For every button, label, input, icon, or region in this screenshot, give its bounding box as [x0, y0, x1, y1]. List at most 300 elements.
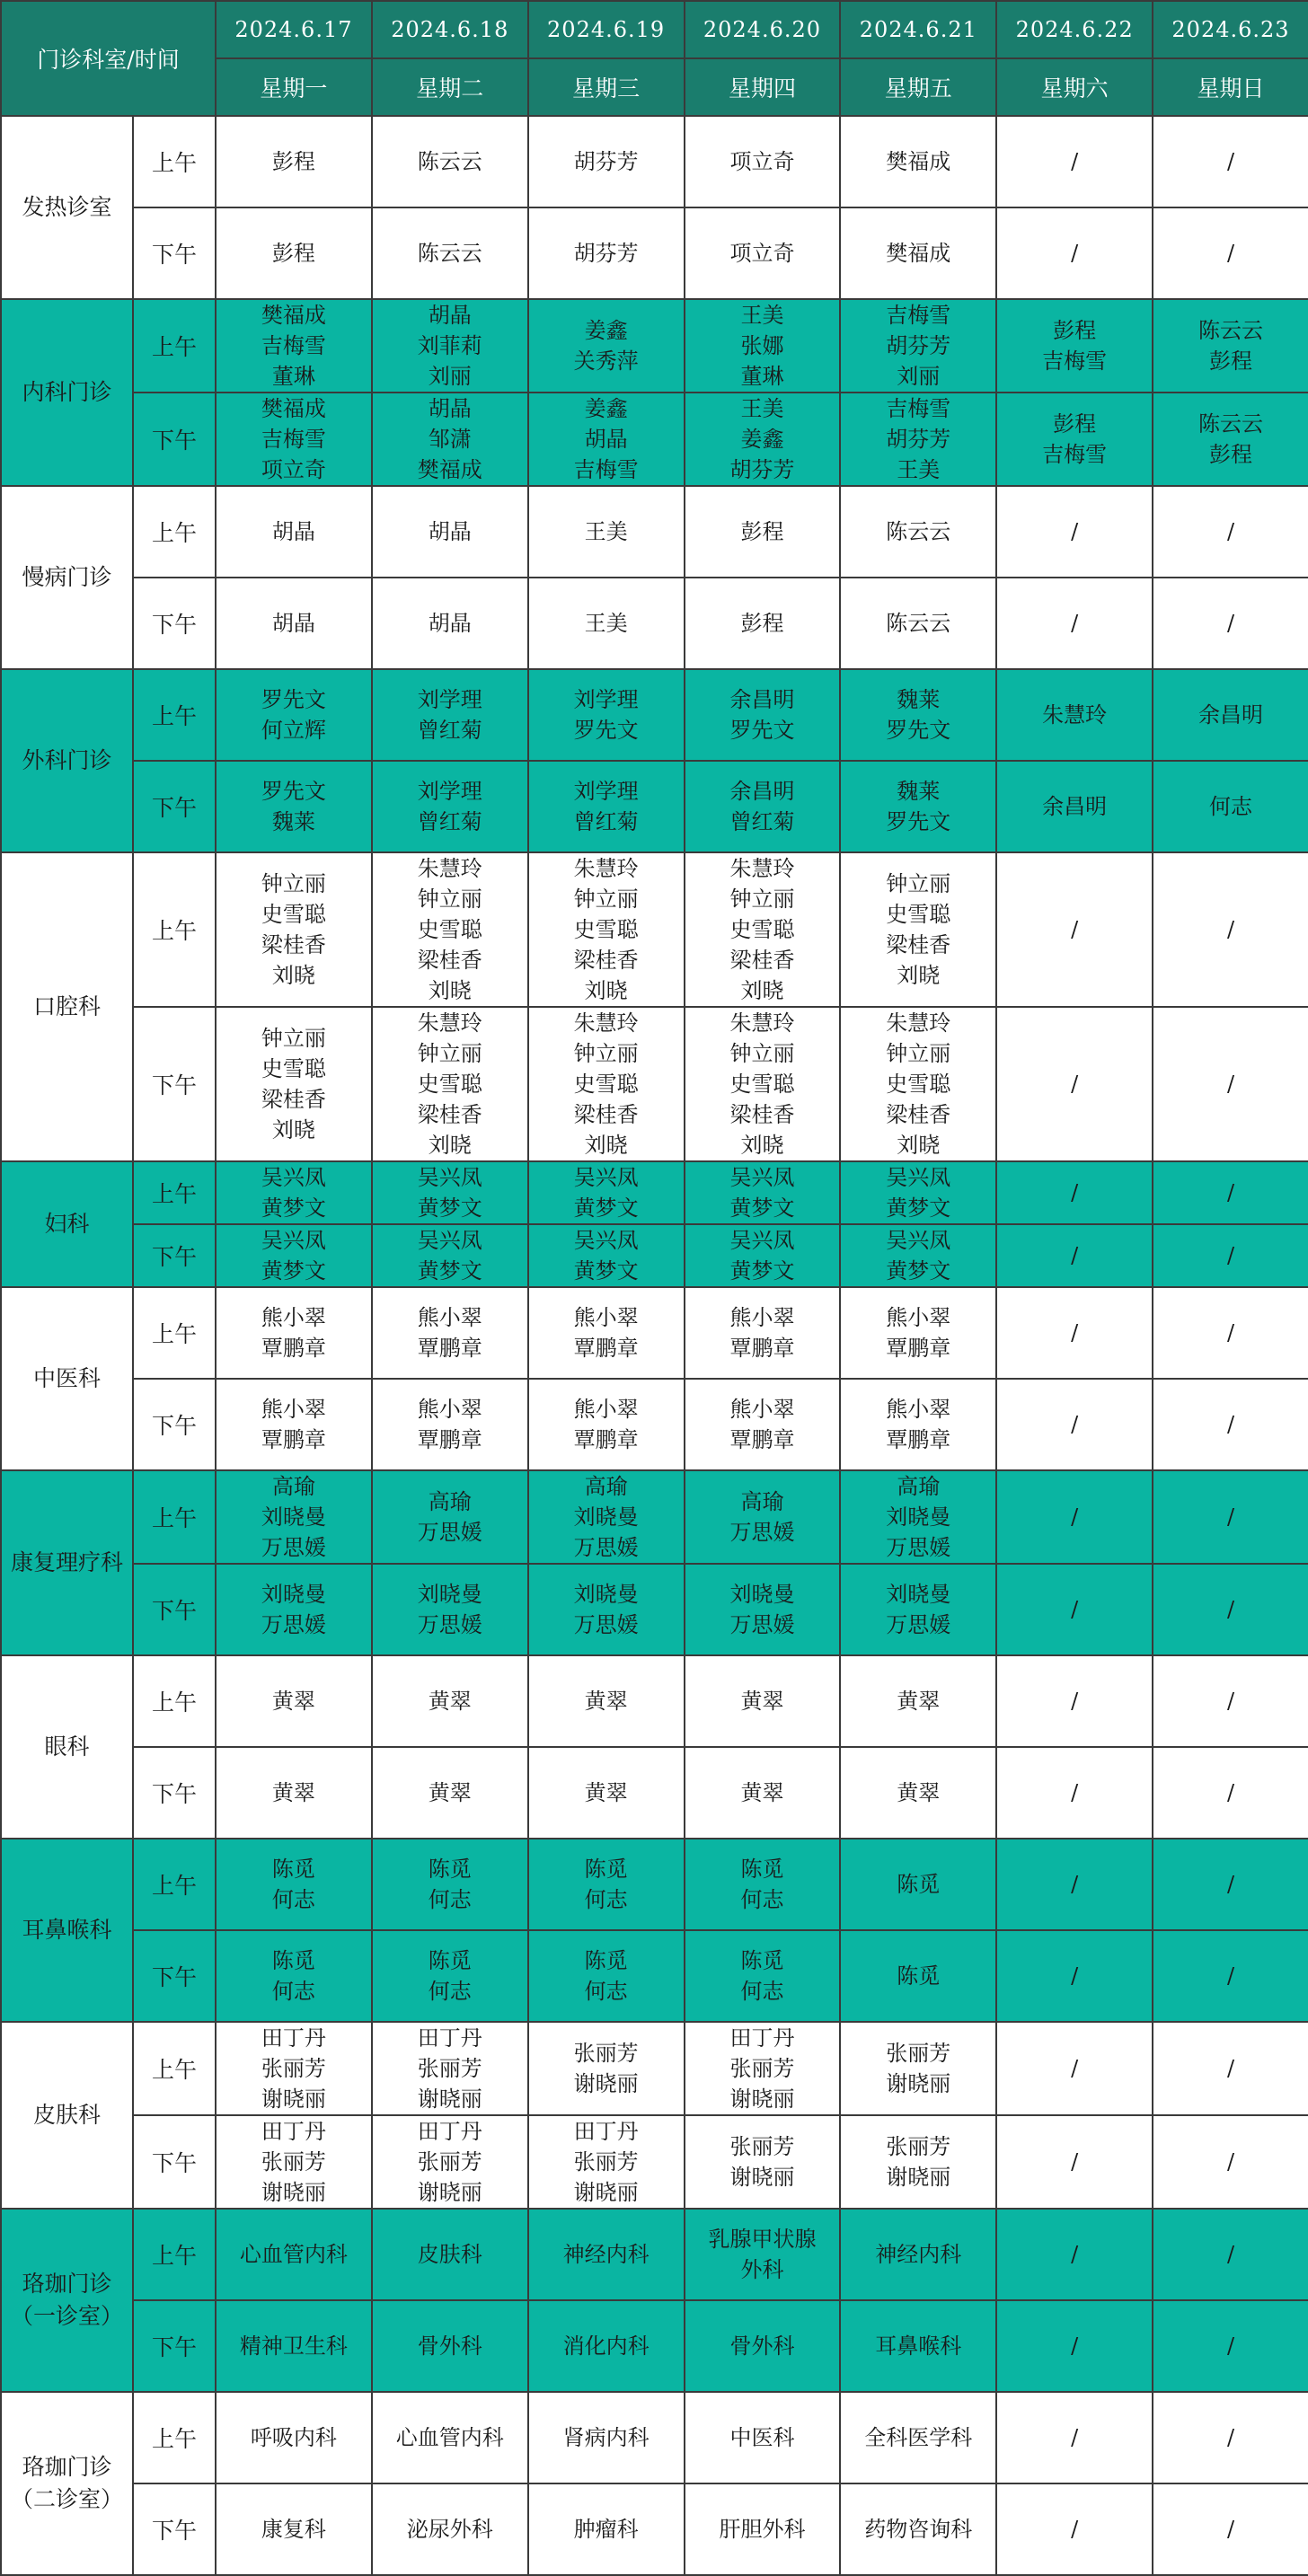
time-slot-label: 下午: [133, 2300, 216, 2392]
doctor-name: 吴兴凤: [886, 1228, 951, 1253]
no-clinic-slash: /: [1226, 2242, 1235, 2267]
no-clinic-slash: /: [1226, 1872, 1235, 1897]
schedule-cell: [685, 2392, 841, 2483]
schedule-cell: [840, 1379, 996, 1470]
doctor-name: 吉梅雪: [1042, 442, 1108, 467]
schedule-cell: [685, 2209, 841, 2300]
schedule-cell: [216, 299, 372, 393]
no-clinic-slash: /: [1071, 1597, 1079, 1622]
schedule-cell: [840, 1930, 996, 2022]
schedule-cell: [1153, 1564, 1308, 1655]
doctor-name: 熊小翠: [573, 1305, 639, 1330]
doctor-name: 樊福成: [261, 303, 326, 328]
doctor-name: 史雪聪: [573, 1072, 639, 1097]
schedule-cell: [1153, 1839, 1308, 1930]
doctor-name: 钟立丽: [886, 1041, 951, 1066]
doctor-name: 彭程: [271, 149, 315, 174]
schedule-cell: [216, 2392, 372, 2483]
doctor-name: 钟立丽: [886, 871, 951, 896]
doctor-name: 刘晓曼: [573, 1582, 639, 1607]
no-clinic-slash: /: [1071, 519, 1079, 544]
doctor-name: 黄翠: [584, 1689, 628, 1714]
doctor-name: 钟立丽: [261, 1026, 326, 1051]
doctor-name: 黄翠: [897, 1689, 941, 1714]
no-clinic-slash: /: [1071, 1072, 1079, 1097]
time-slot-label: 下午: [133, 1007, 216, 1161]
doctor-name: 谢晓丽: [417, 2086, 482, 2112]
no-clinic-slash: /: [1226, 1412, 1235, 1437]
schedule-cell: [1153, 299, 1308, 393]
schedule-cell: [528, 486, 685, 578]
schedule-cell: [216, 1379, 372, 1470]
doctor-name: 刘菲莉: [417, 333, 482, 358]
doctor-name: 耳鼻喉科: [875, 2333, 962, 2359]
schedule-cell: [685, 2115, 841, 2209]
doctor-name: 王美: [584, 519, 628, 544]
doctor-name: 万思媛: [573, 1612, 639, 1637]
time-slot-label: 下午: [133, 1930, 216, 2022]
no-clinic-slash: /: [1226, 611, 1235, 636]
doctor-name: 熊小翠: [261, 1305, 326, 1330]
doctor-name: 万思媛: [261, 1535, 326, 1560]
schedule-cell: [528, 1839, 685, 1930]
no-clinic-slash: /: [1226, 1689, 1235, 1714]
schedule-cell: [216, 207, 372, 299]
department-name-line: 珞珈门诊: [22, 2271, 112, 2297]
date-header: 2024.6.21: [840, 1, 996, 58]
date-header: 2024.6.22: [996, 1, 1153, 58]
doctor-name: 朱慧玲: [886, 1010, 951, 1036]
schedule-cell: [840, 761, 996, 852]
no-clinic-slash: /: [1226, 1320, 1235, 1345]
doctor-name: 刘学理: [417, 687, 482, 712]
doctor-name: 陈云云: [417, 149, 482, 174]
weekday-header: 星期二: [372, 58, 528, 116]
time-slot-label: 上午: [133, 1655, 216, 1747]
doctor-name: 肿瘤科: [573, 2517, 639, 2542]
doctor-name: 关秀萍: [573, 348, 639, 374]
doctor-name: 何志: [584, 1887, 628, 1912]
schedule-cell: [996, 1007, 1153, 1161]
doctor-name: 刘晓: [428, 1133, 472, 1158]
doctor-name: 胡晶: [428, 303, 472, 328]
doctor-name: 田丁丹: [729, 2025, 795, 2051]
schedule-cell: [528, 299, 685, 393]
schedule-cell: [372, 207, 528, 299]
doctor-name: 史雪聪: [261, 902, 326, 927]
doctor-name: 张丽芳: [729, 2056, 795, 2081]
schedule-cell: [685, 1564, 841, 1655]
doctor-name: 康复科: [261, 2517, 326, 2542]
doctor-name: 吉梅雪: [1042, 348, 1108, 374]
doctor-name: 黄翠: [428, 1780, 472, 1805]
schedule-cell: [528, 1007, 685, 1161]
doctor-name: 高瑜: [897, 1474, 941, 1499]
schedule-cell: [216, 1564, 372, 1655]
schedule-cell: [685, 1379, 841, 1470]
doctor-name: 吴兴凤: [886, 1165, 951, 1190]
time-slot-label: 上午: [133, 2392, 216, 2483]
no-clinic-slash: /: [1071, 1320, 1079, 1345]
schedule-cell: [216, 1655, 372, 1747]
schedule-cell: [1153, 1747, 1308, 1839]
doctor-name: 熊小翠: [261, 1397, 326, 1422]
doctor-name: 樊福成: [261, 396, 326, 421]
schedule-cell: [996, 207, 1153, 299]
schedule-row: [1, 1930, 1308, 2022]
doctor-name: 项立奇: [729, 149, 795, 174]
schedule-cell: [1153, 1930, 1308, 2022]
schedule-row: [1, 1564, 1308, 1655]
doctor-name: 何志: [1208, 794, 1252, 819]
doctor-name: 刘晓: [740, 978, 784, 1003]
doctor-name: 陈觅: [428, 1948, 472, 1973]
doctor-name: 药物咨询科: [864, 2517, 973, 2542]
doctor-name: 曾红菊: [573, 809, 639, 834]
schedule-cell: [996, 1470, 1153, 1564]
schedule-cell: [528, 761, 685, 852]
schedule-cell: [1153, 1470, 1308, 1564]
schedule-cell: [372, 2115, 528, 2209]
doctor-name: 陈觅: [428, 1857, 472, 1882]
schedule-row: [1, 2483, 1308, 2575]
doctor-name: 罗先文: [886, 809, 951, 834]
no-clinic-slash: /: [1071, 1243, 1079, 1268]
doctor-name: 黄梦文: [886, 1195, 951, 1221]
doctor-name: 吴兴凤: [417, 1165, 482, 1190]
doctor-name: 黄梦文: [573, 1258, 639, 1284]
department-name: [1, 669, 133, 852]
department-name-line: 妇科: [44, 1211, 90, 1237]
no-clinic-slash: /: [1071, 2149, 1079, 2175]
doctor-name: 高瑜: [584, 1474, 628, 1499]
doctor-name: 梁桂香: [729, 948, 795, 973]
doctor-name: 胡晶: [271, 519, 315, 544]
schedule-cell: [1153, 1655, 1308, 1747]
schedule-cell: [528, 2209, 685, 2300]
no-clinic-slash: /: [1071, 1780, 1079, 1805]
schedule-row: [1, 2300, 1308, 2392]
doctor-name: 熊小翠: [886, 1305, 951, 1330]
doctor-name: 姜鑫: [740, 427, 784, 452]
schedule-cell: [840, 393, 996, 486]
no-clinic-slash: /: [1071, 917, 1079, 942]
doctor-name: 黄翠: [271, 1689, 315, 1714]
schedule-cell: [528, 1564, 685, 1655]
doctor-name: 吉梅雪: [573, 457, 639, 482]
no-clinic-slash: /: [1226, 1180, 1235, 1205]
schedule-cell: [1153, 207, 1308, 299]
doctor-name: 史雪聪: [886, 902, 951, 927]
doctor-name: 陈云云: [417, 241, 482, 266]
doctor-name: 钟立丽: [573, 1041, 639, 1066]
schedule-cell: [528, 669, 685, 761]
no-clinic-slash: /: [1226, 519, 1235, 544]
doctor-name: 万思媛: [573, 1535, 639, 1560]
schedule-cell: [996, 299, 1153, 393]
schedule-row: [1, 207, 1308, 299]
schedule-row: [1, 2392, 1308, 2483]
doctor-name: 张丽芳: [886, 2134, 951, 2159]
doctor-name: 吉梅雪: [886, 303, 951, 328]
time-slot-label: 上午: [133, 1161, 216, 1224]
schedule-row: [1, 1839, 1308, 1930]
schedule-cell: [996, 2115, 1153, 2209]
time-slot-label: 下午: [133, 2115, 216, 2209]
time-slot-label: 上午: [133, 1470, 216, 1564]
doctor-name: 梁桂香: [886, 1102, 951, 1127]
doctor-name: 刘丽: [897, 364, 941, 389]
schedule-cell: [1153, 2022, 1308, 2115]
no-clinic-slash: /: [1071, 2056, 1079, 2081]
schedule-cell: [528, 2115, 685, 2209]
schedule-row: [1, 1161, 1308, 1224]
schedule-cell: [1153, 486, 1308, 578]
schedule-cell: [372, 852, 528, 1007]
doctor-name: 田丁丹: [261, 2119, 326, 2144]
doctor-name: 刘学理: [573, 779, 639, 804]
doctor-name: 梁桂香: [886, 932, 951, 957]
doctor-name: 万思媛: [261, 1612, 326, 1637]
schedule-cell: [840, 2392, 996, 2483]
schedule-cell: [996, 852, 1153, 1007]
schedule-cell: [685, 1747, 841, 1839]
schedule-cell: [372, 761, 528, 852]
schedule-cell: [840, 852, 996, 1007]
schedule-cell: [1153, 393, 1308, 486]
schedule-cell: [996, 393, 1153, 486]
department-name-line: （二诊室）: [10, 2486, 123, 2512]
schedule-cell: [996, 1161, 1153, 1224]
doctor-name: 刘晓: [584, 1133, 628, 1158]
doctor-name: 钟立丽: [573, 887, 639, 912]
no-clinic-slash: /: [1071, 1872, 1079, 1897]
doctor-name: 刘晓: [584, 978, 628, 1003]
schedule-cell: [528, 1470, 685, 1564]
schedule-cell: [1153, 2300, 1308, 2392]
doctor-name: 罗先文: [261, 779, 326, 804]
doctor-name: 梁桂香: [417, 1102, 482, 1127]
doctor-name: 黄梦文: [417, 1195, 482, 1221]
doctor-name: 朱慧玲: [729, 1010, 795, 1036]
doctor-name: 刘晓: [740, 1133, 784, 1158]
schedule-cell: [1153, 578, 1308, 669]
schedule-cell: [685, 1930, 841, 2022]
doctor-name: 彭程: [1053, 318, 1097, 343]
department-name-line: 眼科: [44, 1734, 90, 1760]
doctor-name: 覃鹏章: [573, 1427, 639, 1452]
doctor-name: 邹潇: [428, 427, 472, 452]
doctor-name: 黄翠: [740, 1780, 784, 1805]
doctor-name: 史雪聪: [261, 1056, 326, 1081]
no-clinic-slash: /: [1226, 1504, 1235, 1530]
schedule-cell: [840, 299, 996, 393]
schedule-cell: [1153, 1224, 1308, 1287]
schedule-cell: [216, 1930, 372, 2022]
schedule-cell: [528, 1930, 685, 2022]
schedule-cell: [996, 486, 1153, 578]
doctor-name: 刘晓曼: [573, 1504, 639, 1530]
no-clinic-slash: /: [1226, 2149, 1235, 2175]
schedule-cell: [840, 116, 996, 207]
doctor-name: 骨外科: [729, 2333, 795, 2359]
schedule-cell: [528, 2483, 685, 2575]
schedule-cell: [685, 1007, 841, 1161]
schedule-cell: [1153, 1161, 1308, 1224]
doctor-name: 胡晶: [584, 427, 628, 452]
doctor-name: 陈觅: [740, 1948, 784, 1973]
department-name-line: 珞珈门诊: [22, 2454, 112, 2480]
schedule-cell: [528, 116, 685, 207]
doctor-name: 何志: [271, 1887, 315, 1912]
no-clinic-slash: /: [1071, 2425, 1079, 2450]
schedule-row: [1, 578, 1308, 669]
schedule-cell: [372, 1839, 528, 1930]
schedule-cell: [996, 761, 1153, 852]
schedule-row: [1, 486, 1308, 578]
schedule-cell: [528, 1655, 685, 1747]
doctor-name: 钟立丽: [417, 887, 482, 912]
time-slot-label: 上午: [133, 669, 216, 761]
doctor-name: 消化内科: [562, 2333, 650, 2359]
schedule-cell: [685, 761, 841, 852]
doctor-name: 张丽芳: [573, 2149, 639, 2175]
doctor-name: 曾红菊: [417, 809, 482, 834]
doctor-name: 谢晓丽: [886, 2165, 951, 2190]
schedule-cell: [996, 1655, 1153, 1747]
schedule-cell: [216, 2022, 372, 2115]
time-slot-label: 上午: [133, 2209, 216, 2300]
doctor-name: 彭程: [740, 519, 784, 544]
department-name-line: （一诊室）: [10, 2303, 123, 2329]
doctor-name: 熊小翠: [729, 1305, 795, 1330]
schedule-cell: [528, 1161, 685, 1224]
schedule-row: [1, 2022, 1308, 2115]
time-slot-label: 下午: [133, 1564, 216, 1655]
doctor-name: 梁桂香: [573, 1102, 639, 1127]
schedule-cell: [1153, 1007, 1308, 1161]
date-header: 2024.6.18: [372, 1, 528, 58]
doctor-name: 黄翠: [584, 1780, 628, 1805]
doctor-name: 黄梦文: [261, 1258, 326, 1284]
doctor-name: 胡芬芳: [573, 241, 639, 266]
doctor-name: 梁桂香: [261, 932, 326, 957]
doctor-name: 谢晓丽: [261, 2180, 326, 2205]
doctor-name: 钟立丽: [729, 887, 795, 912]
schedule-cell: [1153, 669, 1308, 761]
doctor-name: 万思媛: [729, 1520, 795, 1545]
schedule-row: [1, 116, 1308, 207]
doctor-name: 余昌明: [729, 779, 795, 804]
department-name-line: 发热诊室: [22, 194, 112, 220]
doctor-name: 刘晓: [271, 1117, 315, 1142]
doctor-name: 朱慧玲: [417, 1010, 482, 1036]
schedule-cell: [840, 669, 996, 761]
doctor-name: 史雪聪: [729, 1072, 795, 1097]
schedule-cell: [372, 1379, 528, 1470]
schedule-cell: [996, 1930, 1153, 2022]
doctor-name: 神经内科: [875, 2242, 962, 2267]
time-slot-label: 上午: [133, 116, 216, 207]
schedule-cell: [528, 1747, 685, 1839]
doctor-name: 刘晓曼: [261, 1582, 326, 1607]
doctor-name: 万思媛: [729, 1612, 795, 1637]
schedule-cell: [685, 116, 841, 207]
doctor-name: 胡芬芳: [729, 457, 795, 482]
weekday-header: 星期一: [216, 58, 372, 116]
schedule-cell: [372, 486, 528, 578]
time-slot-label: 下午: [133, 393, 216, 486]
schedule-cell: [685, 207, 841, 299]
doctor-name: 心血管内科: [239, 2242, 348, 2267]
doctor-name: 彭程: [1208, 348, 1252, 374]
schedule-cell: [996, 1379, 1153, 1470]
doctor-name: 罗先文: [886, 718, 951, 743]
doctor-name: 魏莱: [271, 809, 315, 834]
schedule-cell: [996, 578, 1153, 669]
doctor-name: 泌尿外科: [406, 2517, 493, 2542]
schedule-row: [1, 852, 1308, 1007]
schedule-cell: [840, 2022, 996, 2115]
schedule-row: [1, 1224, 1308, 1287]
doctor-name: 朱慧玲: [417, 856, 482, 881]
doctor-name: 陈云云: [886, 611, 951, 636]
department-name-line: 外科门诊: [22, 747, 112, 773]
doctor-name: 彭程: [740, 611, 784, 636]
time-slot-label: 下午: [133, 578, 216, 669]
schedule-cell: [372, 1287, 528, 1379]
doctor-name: 王美: [740, 396, 784, 421]
doctor-name: 黄梦文: [729, 1195, 795, 1221]
doctor-name: 刘学理: [573, 687, 639, 712]
corner-header: 门诊科室/时间: [1, 1, 216, 116]
schedule-cell: [372, 1007, 528, 1161]
schedule-cell: [216, 393, 372, 486]
doctor-name: 肝胆外科: [719, 2517, 806, 2542]
doctor-name: 谢晓丽: [417, 2180, 482, 2205]
no-clinic-slash: /: [1226, 1072, 1235, 1097]
schedule-cell: [216, 2483, 372, 2575]
doctor-name: 熊小翠: [573, 1397, 639, 1422]
doctor-name: 刘晓曼: [886, 1582, 951, 1607]
doctor-name: 熊小翠: [417, 1397, 482, 1422]
doctor-name: 朱慧玲: [573, 1010, 639, 1036]
doctor-name: 胡晶: [428, 519, 472, 544]
department-name: [1, 299, 133, 486]
schedule-cell: [685, 2022, 841, 2115]
time-slot-label: 下午: [133, 1224, 216, 1287]
doctor-name: 陈觅: [897, 1963, 941, 1989]
no-clinic-slash: /: [1071, 241, 1079, 266]
doctor-name: 朱慧玲: [1042, 702, 1108, 728]
department-name-line: 康复理疗科: [10, 1549, 123, 1575]
department-name: [1, 1470, 133, 1655]
schedule-cell: [372, 2209, 528, 2300]
doctor-name: 高瑜: [271, 1474, 315, 1499]
doctor-name: 黄翠: [740, 1689, 784, 1714]
doctor-name: 胡晶: [271, 611, 315, 636]
doctor-name: 吴兴凤: [573, 1165, 639, 1190]
doctor-name: 姜鑫: [584, 396, 628, 421]
schedule-cell: [840, 578, 996, 669]
schedule-cell: [216, 1287, 372, 1379]
schedule-cell: [1153, 116, 1308, 207]
doctor-name: 钟立丽: [261, 871, 326, 896]
schedule-cell: [216, 1007, 372, 1161]
doctor-name: 刘晓: [897, 963, 941, 988]
doctor-name: 胡晶: [428, 611, 472, 636]
doctor-name: 樊福成: [417, 457, 482, 482]
